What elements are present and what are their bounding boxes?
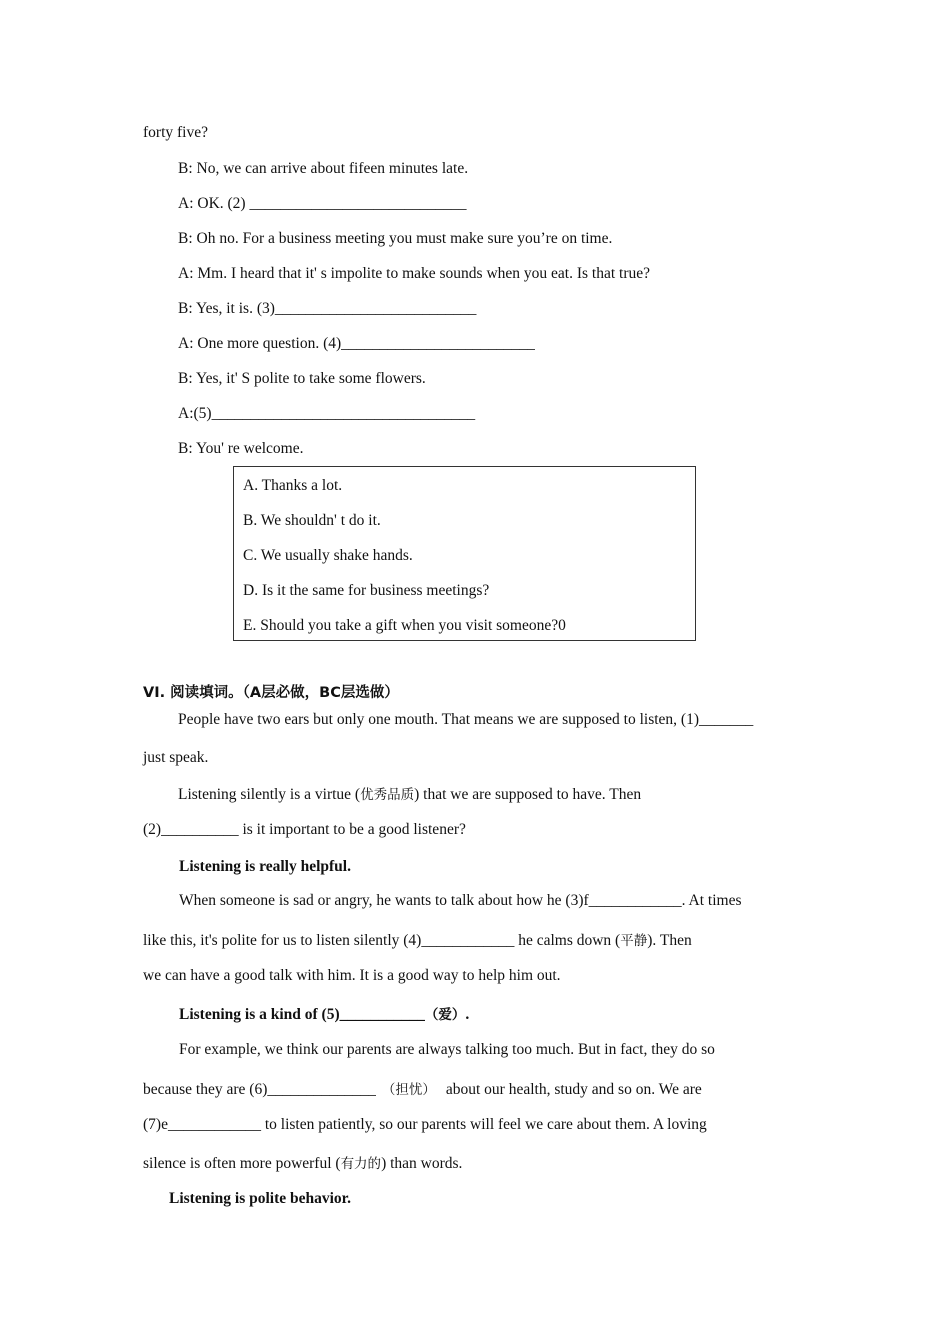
p3-text-b: ). Then: [647, 932, 692, 949]
section-heading: VI. 阅读填词。（A层必做，BC层选做）: [143, 685, 399, 701]
passage-p4-line2: [143, 1080, 702, 1100]
p2-text-b: ) that we are supposed to have. Then: [414, 786, 642, 803]
dialogue-line-1: forty five?: [143, 124, 208, 141]
dialogue-line-3: A: OK. (2) ____________________________: [178, 195, 467, 212]
option-d: D. Is it the same for business meetings?: [243, 582, 490, 599]
options-box: [233, 466, 696, 641]
dialogue-line-8: B: Yes, it' S polite to take some flowers.: [178, 370, 426, 387]
passage-p4-line3: (7)e____________ to listen patiently, so our parents will feel we care about them. A loving: [143, 1116, 707, 1133]
dialogue-line-4: B: Oh no. For a business meeting you must make sure you’re on time.: [178, 230, 613, 247]
p4-l4-chinese-gloss: 有力的: [340, 1156, 382, 1172]
h2-text-b: .: [465, 1006, 470, 1023]
passage-p3-line3: we can have a good talk with him. It is a good way to help him out.: [143, 967, 561, 984]
passage-p4-line1: For example, we think our parents are always talking too much. But in fact, they do so: [179, 1041, 715, 1058]
dialogue-line-10: B: You' re welcome.: [178, 440, 304, 457]
option-c: C. We usually shake hands.: [243, 547, 413, 564]
p4-l4-text-a: silence is often more powerful (: [143, 1155, 341, 1172]
p2-text-a: Listening silently is a virtue (: [178, 786, 361, 803]
dialogue-line-5: A: Mm. I heard that it' s impolite to make sounds when you eat. Is that true?: [178, 265, 651, 282]
h2-text-a: Listening is a kind of (5)___________: [179, 1006, 425, 1023]
subheading-love: [179, 1005, 469, 1025]
p3-text-a: like this, it's polite for us to listen silently (4)____________ he calms down (: [143, 932, 621, 949]
p2-chinese-gloss: 优秀品质: [360, 787, 415, 803]
p4-l4-text-b: ) than words.: [381, 1155, 463, 1172]
passage-p3-line2: [143, 931, 692, 951]
p3-chinese-gloss: 平静: [620, 933, 648, 949]
passage-p1-line1: People have two ears but only one mouth. That means we are supposed to listen, (1)_______: [178, 711, 754, 728]
subheading-polite: Listening is polite behavior.: [169, 1190, 352, 1207]
dialogue-line-2: B: No, we can arrive about fifeen minutes late.: [178, 160, 469, 177]
p4-text-a: because they are (6)______________: [143, 1081, 376, 1098]
option-a: A. Thanks a lot.: [243, 477, 343, 494]
dialogue-line-9: A:(5)__________________________________: [178, 405, 476, 422]
option-b: B. We shouldn' t do it.: [243, 512, 381, 529]
option-e: E. Should you take a gift when you visit someone?0: [243, 617, 566, 634]
passage-p2-line1: [178, 785, 641, 805]
passage-p1-line2: just speak.: [143, 749, 209, 766]
dialogue-line-6: B: Yes, it is. (3)__________________________: [178, 300, 477, 317]
dialogue-line-7: A: One more question. (4)_________________________: [178, 335, 535, 352]
p4-chinese-gloss: （担忧）: [381, 1082, 436, 1098]
p4-text-b: about our health, study and so on. We are: [445, 1081, 702, 1098]
passage-p4-line4: [143, 1154, 462, 1174]
passage-p3-line1: When someone is sad or angry, he wants to talk about how he (3)f____________. At times: [179, 892, 742, 909]
h2-chinese-gloss: （爱）: [424, 1007, 466, 1023]
passage-p2-line2: (2)__________ is it important to be a good listener?: [143, 821, 466, 838]
subheading-helpful: Listening is really helpful.: [179, 858, 351, 875]
